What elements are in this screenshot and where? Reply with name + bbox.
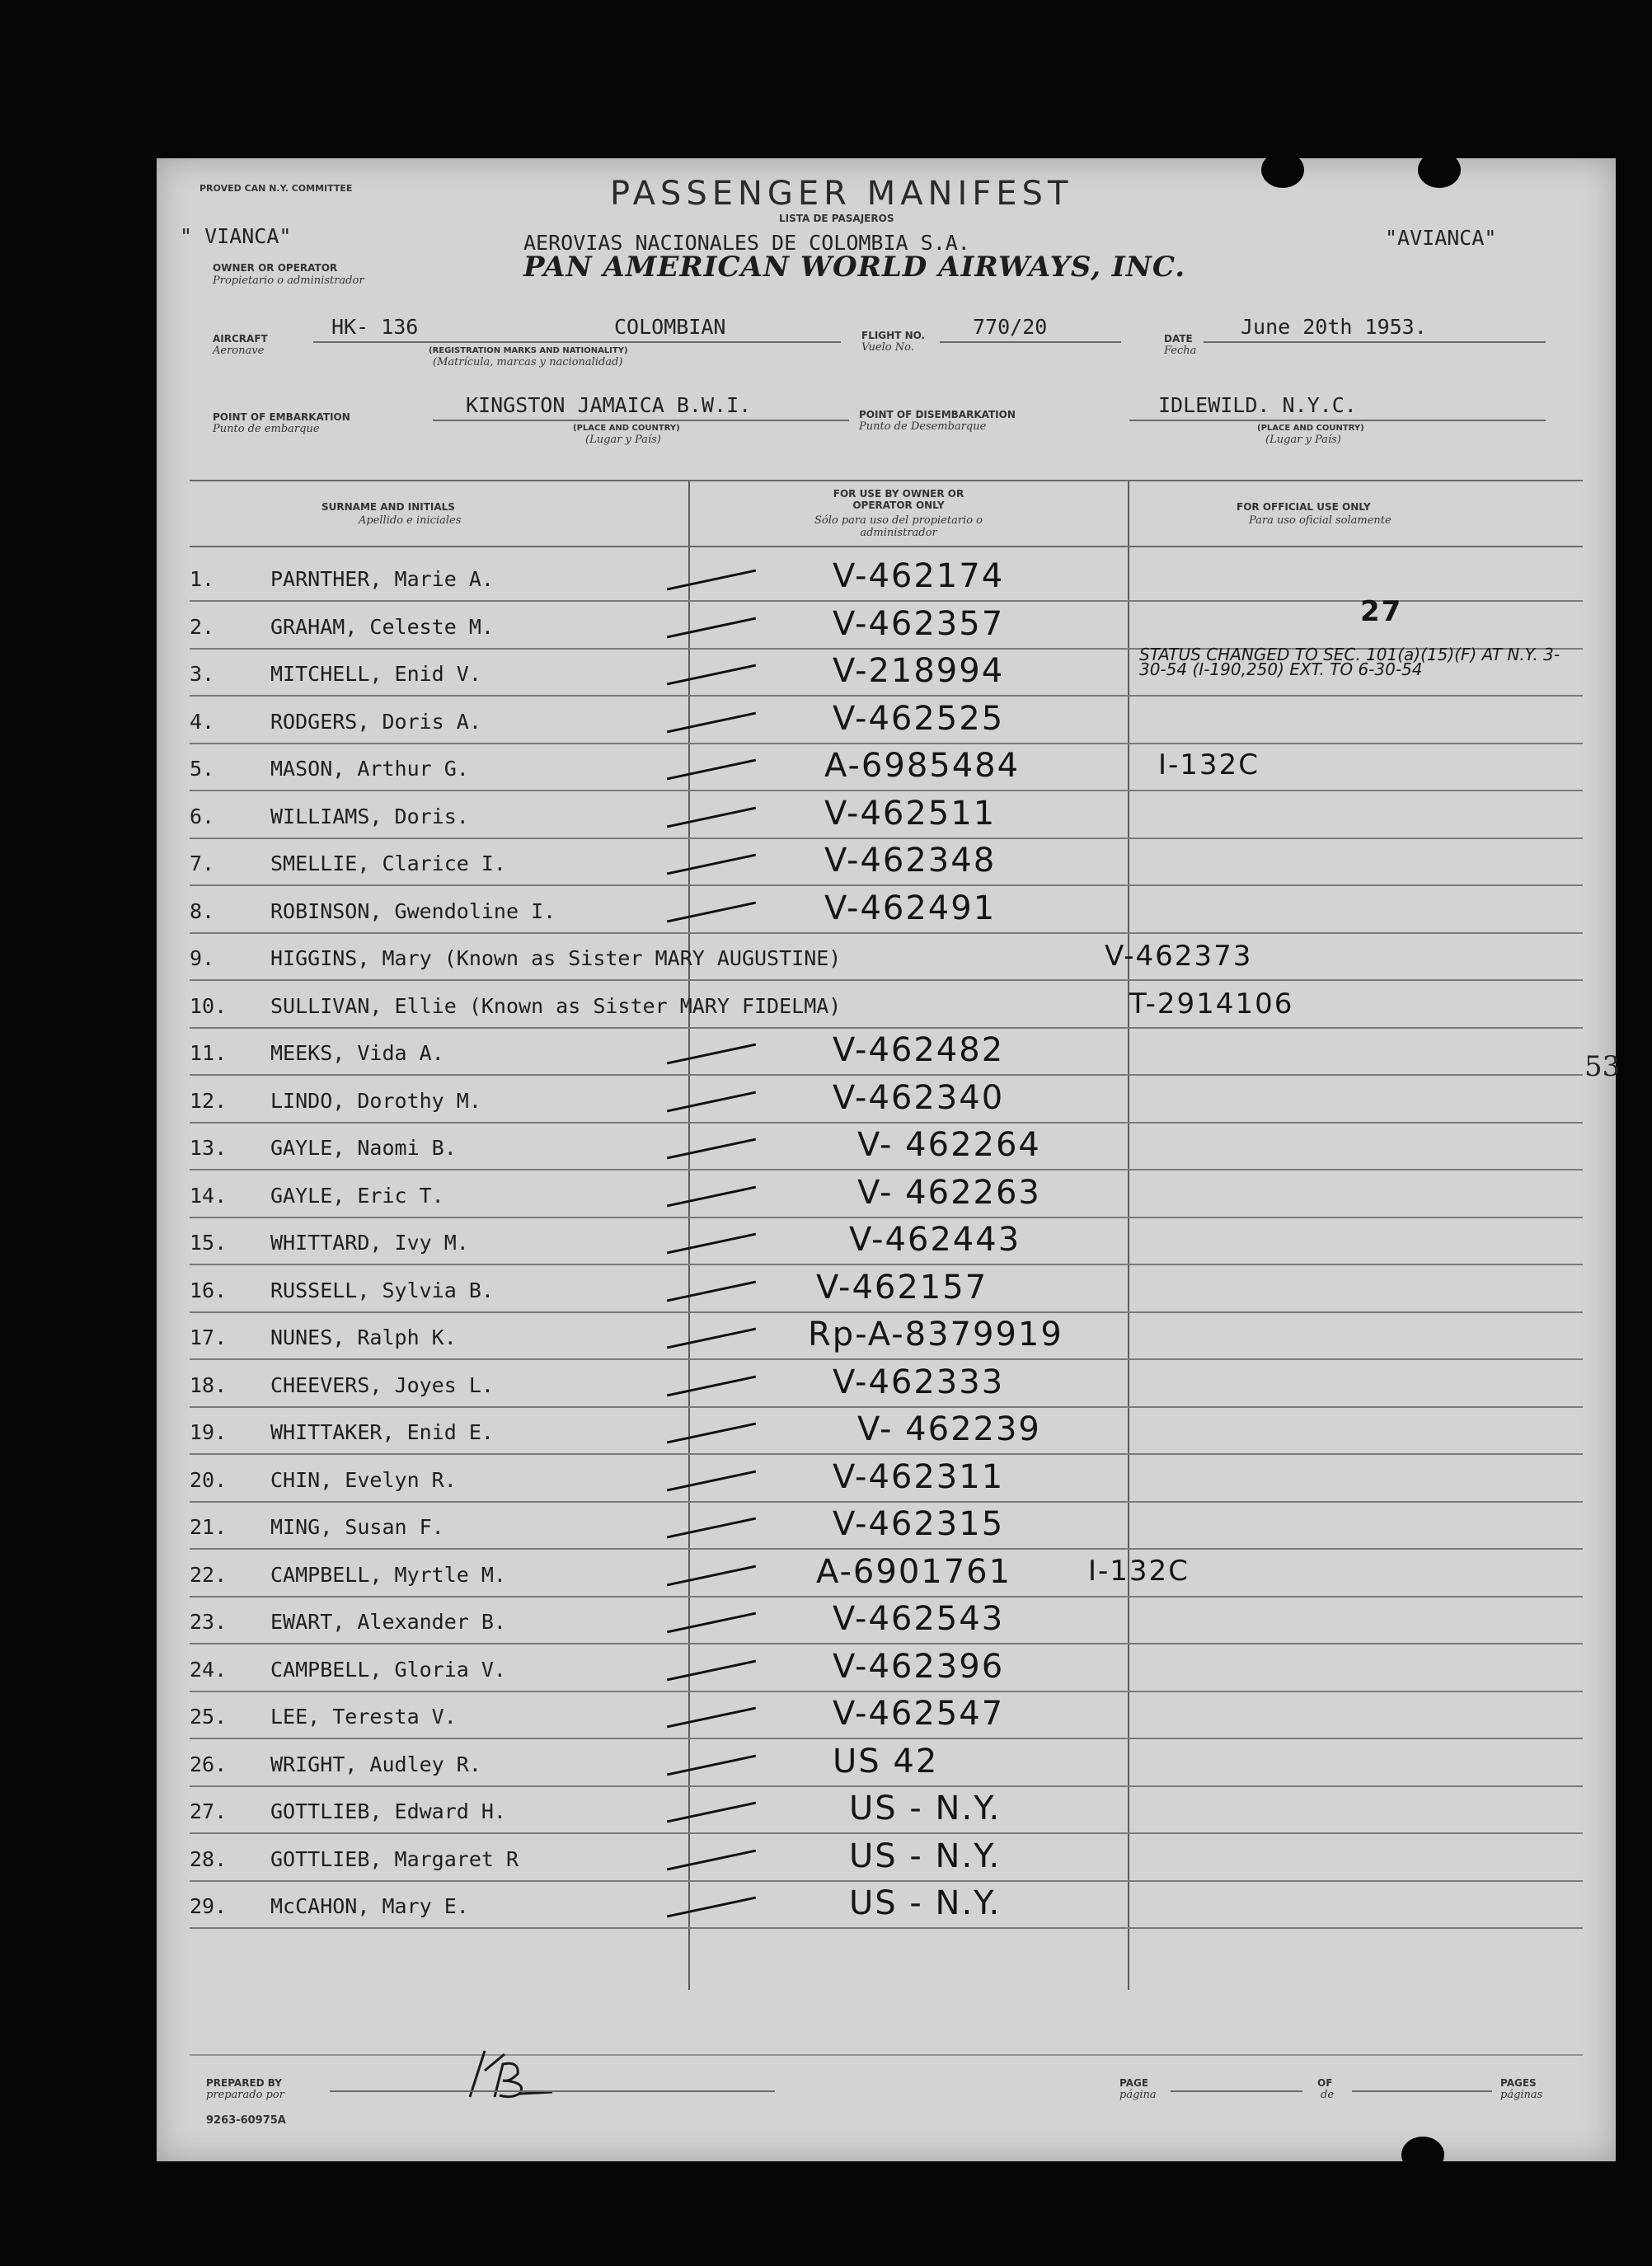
document-number: US 42 <box>833 1742 939 1780</box>
row-number: 22. <box>190 1562 228 1587</box>
table-row <box>157 1837 1616 1888</box>
row-number: 15. <box>190 1231 228 1255</box>
passenger-name: CAMPBELL, Gloria V. <box>270 1657 506 1682</box>
passenger-name: McCAHON, Mary E. <box>270 1894 469 1918</box>
of-rule <box>1352 2090 1492 2092</box>
signature-initials <box>462 2046 561 2104</box>
document-number: V-462491 <box>824 889 997 927</box>
embark-caption-es: (Lugar y País) <box>585 434 661 446</box>
document-number: V-462348 <box>824 842 997 880</box>
table-row <box>157 1647 1616 1699</box>
owner-label: OWNER OR OPERATOR <box>213 262 338 274</box>
check-stroke <box>667 1849 756 1870</box>
row-rule <box>190 979 1583 981</box>
owner-label-es: Propietario o administrador <box>213 274 364 287</box>
table-row <box>157 889 1616 941</box>
table-row <box>157 699 1616 751</box>
check-stroke <box>667 1280 756 1302</box>
check-stroke <box>667 1707 756 1729</box>
check-stroke <box>667 759 756 781</box>
row-number: 11. <box>190 1041 228 1065</box>
document-number: US - N.Y. <box>849 1790 1002 1827</box>
document-number: US - N.Y. <box>849 1837 1002 1875</box>
table-row <box>157 1126 1616 1177</box>
table-row <box>157 747 1616 798</box>
check-stroke <box>667 1518 756 1539</box>
check-stroke <box>667 1754 756 1776</box>
manifest-sheet <box>157 158 1621 2161</box>
owner-left: " VIANCA" <box>180 224 292 248</box>
embark-caption: (PLACE AND COUNTRY) <box>573 424 680 433</box>
official-note: 27 <box>1360 594 1403 628</box>
document-number: V-462396 <box>833 1647 1005 1686</box>
approval-stamp: PROVED CAN N.Y. COMMITTEE <box>199 183 353 194</box>
table-row <box>157 941 1616 988</box>
disembark-caption: (PLACE AND COUNTRY) <box>1257 424 1364 433</box>
table-row <box>157 1695 1616 1746</box>
row-rule <box>190 1406 1583 1408</box>
row-rule <box>190 1738 1583 1739</box>
row-number: 28. <box>190 1846 228 1871</box>
table-row <box>157 1552 1616 1604</box>
table-row <box>157 1600 1616 1651</box>
passenger-name: HIGGINS, Mary (Known as Sister MARY AUGUSTINE) <box>270 946 842 970</box>
side-number: 53 <box>1584 1050 1621 1083</box>
row-rule <box>190 1501 1583 1503</box>
row-rule <box>190 1217 1583 1218</box>
disembark-rule <box>1129 420 1546 421</box>
check-stroke <box>667 806 756 828</box>
passenger-name: MEEKS, Vida A. <box>270 1041 444 1065</box>
check-stroke <box>667 1612 756 1634</box>
passenger-name: CAMPBELL, Myrtle M. <box>270 1562 506 1587</box>
check-stroke <box>667 570 756 591</box>
row-number: 29. <box>190 1894 228 1918</box>
passenger-name: WRIGHT, Audley R. <box>270 1752 481 1776</box>
embark-point: KINGSTON JAMAICA B.W.I. <box>466 393 752 417</box>
passenger-name: ROBINSON, Gwendoline I. <box>270 898 556 923</box>
of-label-es: de <box>1321 2089 1335 2101</box>
document-number: T-2914106 <box>1129 987 1294 1020</box>
document-number: V-462443 <box>849 1221 1021 1259</box>
table-row <box>157 645 1616 703</box>
disembark-caption-es: (Lugar y País) <box>1265 434 1341 446</box>
passenger-name: WILLIAMS, Doris. <box>270 804 469 828</box>
page-label: PAGE <box>1119 2077 1149 2089</box>
document-number: V- 462263 <box>857 1173 1041 1212</box>
aircraft-label-es: Aeronave <box>213 345 265 357</box>
document-number: V-462511 <box>824 794 997 833</box>
passenger-name: PARNTHER, Marie A. <box>270 567 494 591</box>
pages-label: PAGES <box>1500 2077 1537 2089</box>
table-row <box>157 1173 1616 1225</box>
check-stroke <box>667 1659 756 1681</box>
disembark-point: IDLEWILD. N.Y.C. <box>1158 393 1357 417</box>
row-number: 13. <box>190 1136 228 1160</box>
passenger-name: LEE, Teresta V. <box>270 1705 457 1729</box>
col-owner-header-es: Sólo para uso del propietario o administrador <box>814 514 983 539</box>
flight-number: 770/20 <box>973 315 1048 339</box>
col-owner-header: FOR USE BY OWNER OR OPERATOR ONLY <box>833 488 964 511</box>
passenger-name: NUNES, Ralph K. <box>270 1325 457 1349</box>
table-row <box>157 794 1616 846</box>
owner-right: "AVIANCA" <box>1385 226 1497 250</box>
check-stroke <box>667 1470 756 1491</box>
table-row <box>157 1505 1616 1556</box>
passenger-name: MING, Susan F. <box>270 1515 444 1539</box>
row-rule <box>190 1832 1583 1834</box>
row-rule <box>190 1027 1583 1029</box>
check-stroke <box>667 1185 756 1207</box>
row-number: 17. <box>190 1325 228 1349</box>
document-number: A-6901761 <box>816 1552 1012 1591</box>
check-stroke <box>667 1565 756 1586</box>
passenger-name: GRAHAM, Celeste M. <box>270 614 494 639</box>
aircraft-label: AIRCRAFT <box>213 333 268 345</box>
check-stroke <box>667 664 756 686</box>
check-stroke <box>667 1897 756 1918</box>
table-row <box>157 1742 1616 1794</box>
row-number: 9. <box>190 946 215 970</box>
header-bottom-rule <box>190 546 1583 547</box>
row-rule <box>190 743 1583 744</box>
row-number: 10. <box>190 993 228 1018</box>
passenger-name: RUSSELL, Sylvia B. <box>270 1278 494 1302</box>
passenger-name: SMELLIE, Clarice I. <box>270 852 506 875</box>
row-rule <box>190 1596 1583 1597</box>
punch-hole <box>1261 152 1304 188</box>
row-rule <box>190 1643 1583 1644</box>
passenger-name: MITCHELL, Enid V. <box>270 662 481 686</box>
aircraft-nationality: COLOMBIAN <box>614 315 726 339</box>
table-row <box>157 1268 1616 1320</box>
document-number: V- 462264 <box>857 1126 1041 1164</box>
passenger-name: RODGERS, Doris A. <box>270 709 481 734</box>
col-official-header: FOR OFFICIAL USE ONLY <box>1237 501 1371 513</box>
document-number: V- 462239 <box>857 1410 1041 1448</box>
prepared-by-label: PREPARED BY <box>206 2077 282 2089</box>
col-name-header-es: Apellido e iniciales <box>359 514 462 527</box>
document-number: V-218994 <box>833 652 1005 690</box>
row-number: 2. <box>190 614 215 639</box>
check-stroke <box>667 1044 756 1065</box>
row-number: 14. <box>190 1183 228 1208</box>
passenger-name: MASON, Arthur G. <box>270 757 469 781</box>
check-stroke <box>667 1328 756 1349</box>
table-row <box>157 1884 1616 1935</box>
document-number: V-462311 <box>833 1457 1005 1496</box>
form-number: 9263-60975A <box>206 2114 286 2127</box>
table-row <box>157 1363 1616 1414</box>
check-stroke <box>667 1375 756 1396</box>
check-stroke <box>667 1802 756 1823</box>
pages-label-es: páginas <box>1500 2089 1543 2101</box>
row-number: 21. <box>190 1515 228 1539</box>
passenger-name: WHITTAKER, Enid E. <box>270 1420 494 1444</box>
table-row <box>157 1316 1616 1367</box>
embark-label: POINT OF EMBARKATION <box>213 411 350 423</box>
row-number: 4. <box>190 709 215 734</box>
of-label: OF <box>1317 2077 1333 2089</box>
table-row <box>157 1790 1616 1841</box>
document-number: V-462547 <box>833 1695 1005 1733</box>
document-number: V-462157 <box>816 1268 988 1307</box>
row-rule <box>190 1358 1583 1360</box>
row-rule <box>190 790 1583 791</box>
row-rule <box>190 1880 1583 1882</box>
row-rule <box>190 1169 1583 1171</box>
check-stroke <box>667 1233 756 1255</box>
col-official-header-es: Para uso oficial solamente <box>1249 514 1392 527</box>
document-number: Rp-A-8379919 <box>808 1316 1063 1354</box>
row-number: 18. <box>190 1372 228 1397</box>
table-row <box>157 989 1616 1035</box>
document-number: V-462482 <box>833 1031 1005 1069</box>
table-row <box>157 842 1616 893</box>
punch-hole <box>1401 2137 1444 2173</box>
table-row <box>157 1221 1616 1272</box>
registration-caption: (REGISTRATION MARKS AND NATIONALITY) <box>429 346 628 355</box>
row-rule <box>190 1785 1583 1787</box>
row-rule <box>190 1122 1583 1124</box>
aircraft-rule <box>313 341 841 343</box>
row-number: 24. <box>190 1657 228 1682</box>
row-number: 20. <box>190 1467 228 1492</box>
row-rule <box>190 837 1583 839</box>
document-number: V-462373 <box>1105 940 1253 973</box>
document-number: V-462525 <box>833 699 1005 738</box>
row-number: 27. <box>190 1799 228 1823</box>
row-number: 8. <box>190 898 215 923</box>
document-number: V-462357 <box>833 604 1005 643</box>
table-row <box>157 1457 1616 1509</box>
official-note: STATUS CHANGED TO SEC. 101(a)(15)(F) AT N.Y. 3-30-54 (I-190,250) EXT. TO 6-30-54 <box>1139 645 1560 679</box>
row-number: 23. <box>190 1610 228 1634</box>
date-rule <box>1204 341 1546 343</box>
page-title: PASSENGER MANIFEST <box>610 175 1073 213</box>
check-stroke <box>667 1091 756 1112</box>
check-stroke <box>667 901 756 922</box>
table-top-rule <box>190 480 1583 481</box>
table-row <box>157 1031 1616 1082</box>
row-rule <box>190 695 1583 697</box>
company-name: AEROVIAS NACIONALES DE COLOMBIA S.A. <box>523 231 970 255</box>
official-note: I-132C <box>1158 748 1260 781</box>
passenger-name: GAYLE, Eric T. <box>270 1183 444 1208</box>
date-label-es: Fecha <box>1164 345 1197 357</box>
passenger-name: GAYLE, Naomi B. <box>270 1136 457 1160</box>
check-stroke <box>667 1423 756 1444</box>
page-title-es: LISTA DE PASAJEROS <box>779 213 894 224</box>
document-number: V-462543 <box>833 1600 1005 1638</box>
table-row <box>157 1410 1616 1461</box>
prepared-by-label-es: preparado por <box>206 2089 284 2101</box>
flight-date: June 20th 1953. <box>1241 315 1427 339</box>
prepared-by-rule <box>330 2090 775 2092</box>
document-number: V-462174 <box>833 557 1005 595</box>
registration-caption-es: (Matrícula, marcas y nacionalidad) <box>433 356 623 368</box>
passenger-name: CHEEVERS, Joyes L. <box>270 1372 494 1397</box>
check-stroke <box>667 854 756 875</box>
row-rule <box>190 1453 1583 1455</box>
disembark-label-es: Punto de Desembarque <box>859 420 987 433</box>
document-number: V-462333 <box>833 1363 1005 1401</box>
flight-rule <box>940 341 1121 343</box>
flight-label-es: Vuelo No. <box>861 341 914 354</box>
pan-am-logo: PAN AMERICAN WORLD AIRWAYS, INC. <box>523 251 1186 284</box>
passenger-name: SULLIVAN, Ellie (Known as Sister MARY FIDELMA) <box>270 993 842 1018</box>
aircraft-registration: HK- 136 <box>331 315 419 339</box>
official-note: I-132C <box>1088 1554 1190 1588</box>
document-number: V-462340 <box>833 1078 1005 1117</box>
embark-label-es: Punto de embarque <box>213 423 320 435</box>
flight-label: FLIGHT NO. <box>861 330 926 341</box>
date-label: DATE <box>1164 333 1193 345</box>
row-rule <box>190 1311 1583 1313</box>
table-row <box>157 1078 1616 1130</box>
punch-hole <box>1418 152 1461 188</box>
footer-rule <box>190 2054 1583 2056</box>
row-rule <box>190 932 1583 934</box>
row-number: 3. <box>190 662 215 686</box>
page-rule <box>1171 2090 1302 2092</box>
passenger-name: LINDO, Dorothy M. <box>270 1088 481 1113</box>
embark-rule <box>433 420 849 421</box>
check-stroke <box>667 711 756 733</box>
row-rule <box>190 1264 1583 1265</box>
row-rule <box>190 1927 1583 1929</box>
document-number: V-462315 <box>833 1505 1005 1543</box>
document-number: A-6985484 <box>824 747 1021 785</box>
passenger-name: WHITTARD, Ivy M. <box>270 1231 469 1255</box>
check-stroke <box>667 1138 756 1160</box>
document-number: US - N.Y. <box>849 1884 1002 1922</box>
passenger-name: GOTTLIEB, Edward H. <box>270 1799 506 1823</box>
col-name-header: SURNAME AND INITIALS <box>321 501 455 513</box>
page-label-es: página <box>1119 2089 1157 2101</box>
row-rule <box>190 1548 1583 1550</box>
passenger-name: CHIN, Evelyn R. <box>270 1467 457 1492</box>
row-number: 7. <box>190 852 215 875</box>
disembark-label: POINT OF DISEMBARKATION <box>859 409 1016 420</box>
row-number: 26. <box>190 1752 228 1776</box>
row-number: 6. <box>190 804 215 828</box>
row-number: 12. <box>190 1088 228 1113</box>
row-rule <box>190 1691 1583 1692</box>
row-rule <box>190 884 1583 886</box>
check-stroke <box>667 617 756 638</box>
row-number: 16. <box>190 1278 228 1302</box>
passenger-name: EWART, Alexander B. <box>270 1610 506 1634</box>
row-number: 19. <box>190 1420 228 1444</box>
row-number: 1. <box>190 567 215 591</box>
row-rule <box>190 1074 1583 1076</box>
row-number: 25. <box>190 1705 228 1729</box>
passenger-name: GOTTLIEB, Margaret R <box>270 1846 519 1871</box>
row-number: 5. <box>190 757 215 781</box>
